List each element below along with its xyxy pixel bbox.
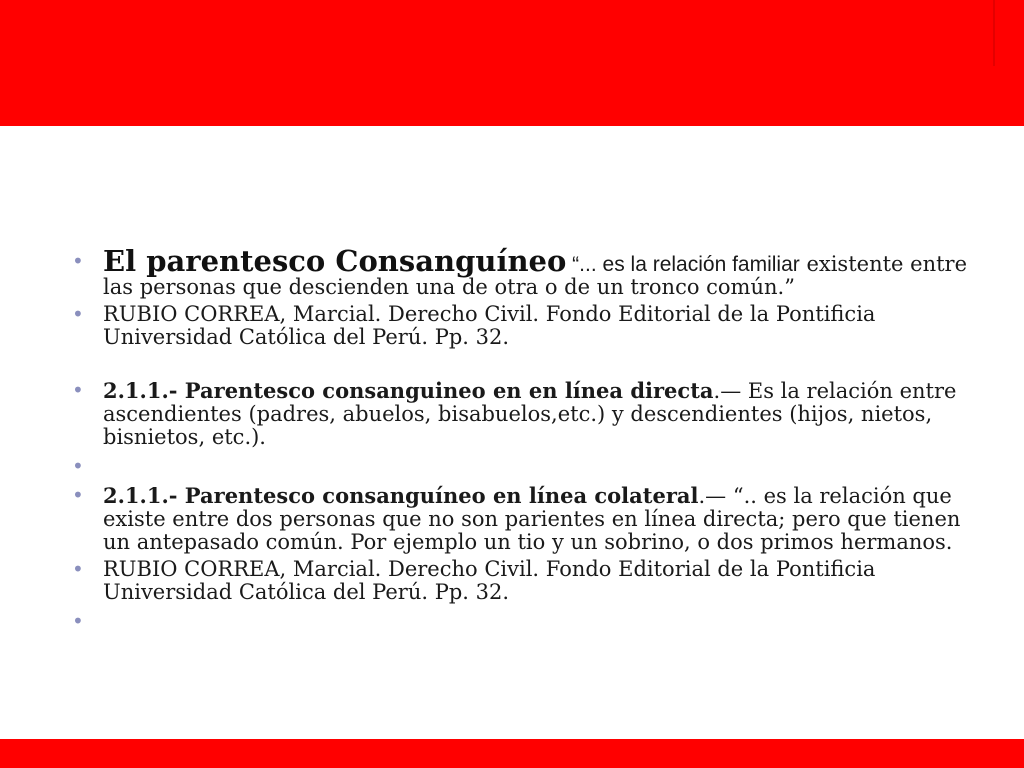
bullet-text: RUBIO CORREA, Marcial. Derecho Civil. Fondo Editorial de la Pontificia Universidad Católica del Perú. Pp. 32.: [103, 302, 876, 349]
bullet-icon: •: [72, 557, 84, 581]
bullet-item: [0, 610, 1024, 633]
bullet-text: .— “.. es la relación que existe entre dos personas que no son parientes en línea directa; pero que tienen un antepasado común. Por ejemplo un tio y un sobrino, o dos primos hermanos.: [103, 484, 961, 554]
bullet-lead: El parentesco Consanguíneo: [103, 244, 567, 278]
bullet-heading: 2.1.1.- Parentesco consanguíneo en línea colateral: [103, 483, 699, 508]
bullet-icon: •: [72, 483, 84, 507]
bullet-item: [0, 303, 1024, 349]
bullet-item: [0, 244, 1024, 299]
bullet-text: RUBIO CORREA, Marcial. Derecho Civil. Fondo Editorial de la Pontificia Universidad Católica del Perú. Pp. 32.: [103, 557, 876, 604]
header-edge-line: [993, 0, 995, 66]
bullet-icon: •: [72, 609, 84, 633]
bullet-item: [0, 379, 1024, 449]
bullet-item: [0, 484, 1024, 554]
bullet-icon: •: [72, 454, 84, 478]
bullet-icon: •: [72, 249, 84, 273]
bullet-text: .— Es la relación entre ascendientes (padres, abuelos, bisabuelos,etc.) y descendientes (hijos, nietos, bisnietos, etc.).: [103, 379, 957, 449]
bullet-item: [0, 558, 1024, 604]
footer-band: [0, 739, 1024, 768]
bullet-list: [0, 244, 1024, 633]
bullet-icon: •: [72, 378, 84, 402]
bullet-icon: •: [72, 302, 84, 326]
header-band: [0, 0, 1024, 126]
slide-body: [0, 244, 1024, 633]
bullet-item: [0, 455, 1024, 478]
bullet-quote: “... es la relación familiar: [566, 253, 800, 276]
bullet-heading: 2.1.1.- Parentesco consanguineo en en línea directa: [103, 378, 714, 403]
bullet-text: existente entre las personas que descienden una de otra o de un tronco común.”: [103, 252, 967, 299]
